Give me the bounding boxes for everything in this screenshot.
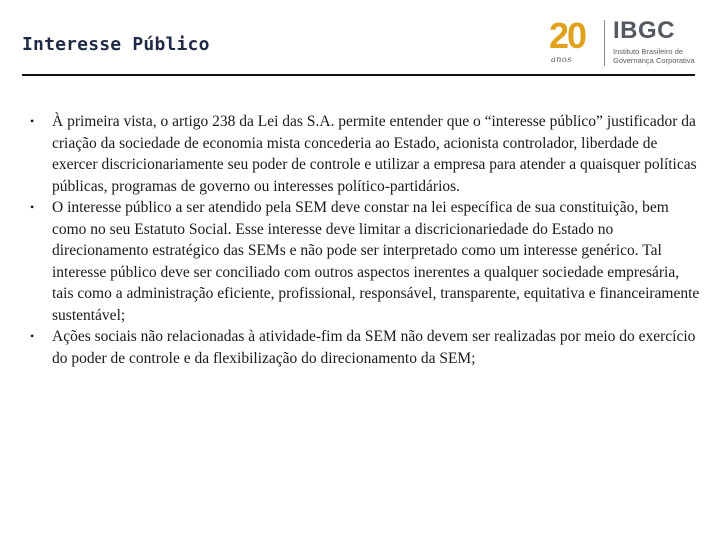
logo-anniversary-text: anos <box>551 55 572 64</box>
slide-title: Interesse Público <box>22 34 210 55</box>
bullet-list <box>30 111 700 369</box>
logo-separator <box>604 20 605 66</box>
ibgc-logo <box>549 15 699 70</box>
logo-brand: IBGC <box>613 17 675 44</box>
bullet-marker: • <box>30 200 35 214</box>
logo-subtitle-line-1: Instituto Brasileiro de <box>613 47 684 56</box>
bullet-text: Ações sociais não relacionadas à atividade-fim da SEM não devem ser realizadas por meio do exercício do poder de controle e da flexibilização do direcionamento da SEM; <box>52 328 696 367</box>
bullet-item <box>30 197 700 326</box>
bullet-text: O interesse público a ser atendido pela SEM deve constar na lei específica de sua constituição, bem como no seu Estatuto Social. Esse interesse deve limitar a discricionariedade do Estado no direcionamento estratégico das SEMs e não pode ser interpretado como um interesse genérico. Tal interesse público deve ser conciliado com outros aspectos inerentes a qualquer sociedade empresária, tais como a administração eficiente, profissional, responsável, transparente, equitativa e financeiramente sustentável; <box>52 199 700 324</box>
logo-anniversary-number: 20 <box>549 15 586 56</box>
logo-subtitle <box>613 47 703 65</box>
title-divider <box>22 74 695 76</box>
logo-subtitle-line-2: Governança Corporativa <box>613 56 695 65</box>
bullet-marker: • <box>30 329 35 343</box>
bullet-marker: • <box>30 114 35 128</box>
bullet-item <box>30 111 700 197</box>
bullet-item <box>30 326 700 369</box>
bullet-text: À primeira vista, o artigo 238 da Lei das S.A. permite entender que o “interesse público” justificador da criação da sociedade de economia mista concederia ao Estado, acionista controlador, liberdade de exercer discricionariamente seu poder de controle e utilizar a empresa para atender a quaisquer políticas públicas, programas de governo ou interesses político-partidários. <box>52 113 697 195</box>
